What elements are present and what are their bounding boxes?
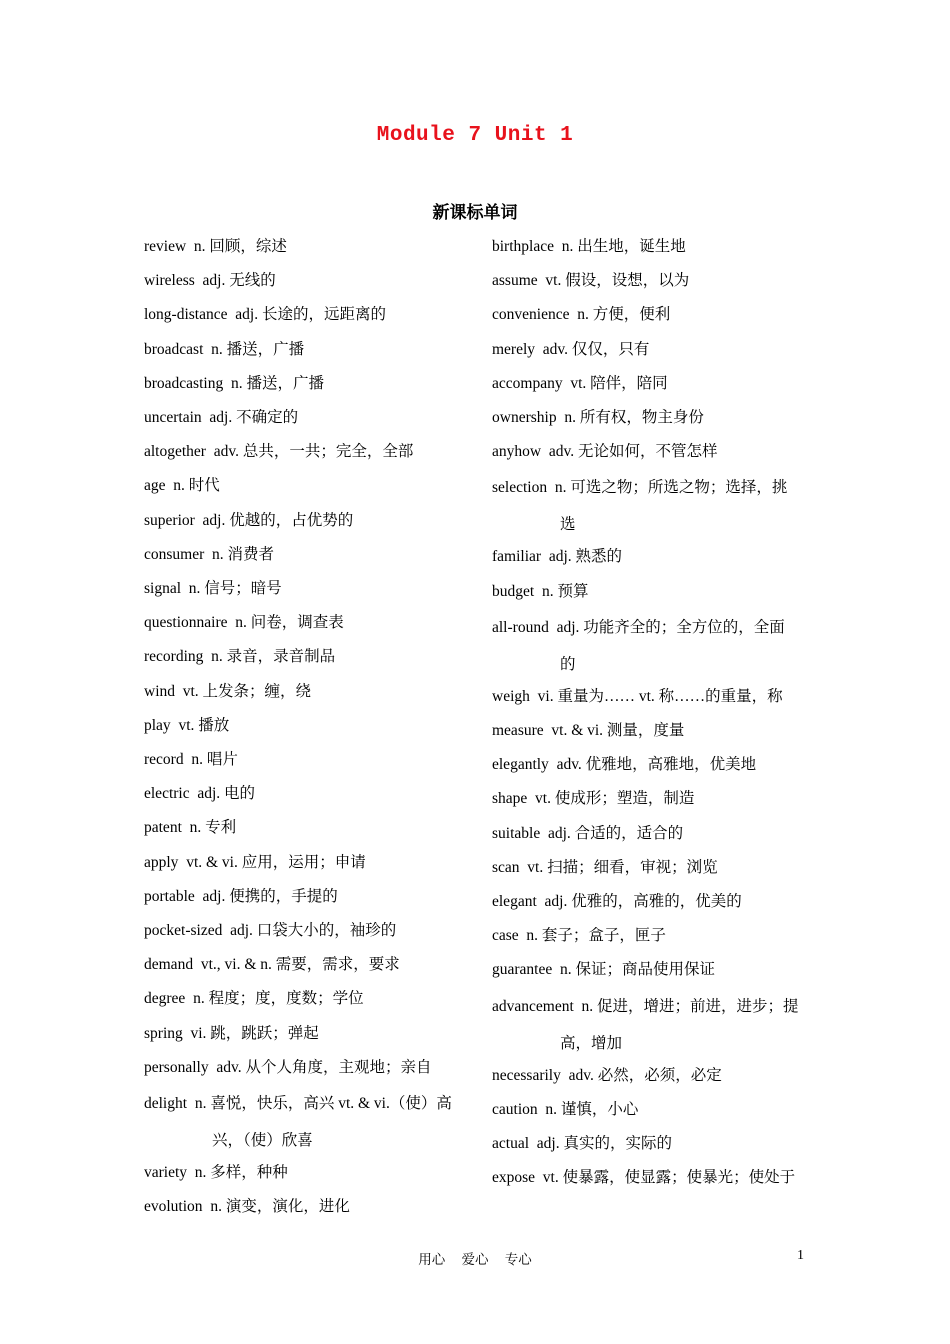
- vocab-entry: [144, 743, 464, 777]
- vocab-definition: n. 预算: [541, 582, 589, 600]
- vocab-entry: [492, 333, 810, 367]
- vocab-definition: adj. 不确定的: [209, 409, 299, 427]
- vocab-word: broadcast: [144, 340, 204, 358]
- vocab-word: budget: [492, 582, 535, 600]
- vocab-word: spring: [144, 1024, 183, 1042]
- vocab-definition-continued: 的: [560, 655, 576, 673]
- vocab-entry: [492, 540, 810, 574]
- vocab-definition: n. 谨慎，小心: [545, 1100, 639, 1118]
- vocab-word: scan: [492, 858, 520, 876]
- vocab-definition: n. 信号；暗号: [188, 580, 282, 598]
- vocab-word: play: [144, 716, 171, 734]
- vocab-entry: [492, 401, 810, 435]
- vocab-word: portable: [144, 887, 195, 905]
- vocab-word: questionnaire: [144, 614, 228, 632]
- vocab-entry: [492, 782, 810, 816]
- vocab-word: measure: [492, 722, 544, 740]
- vocab-definition-continued: 高，增加: [560, 1034, 623, 1052]
- vocab-entry: [492, 851, 810, 885]
- vocab-definition: adj. 长途的，远距离的: [235, 306, 386, 324]
- vocab-entry: [492, 575, 810, 609]
- vocab-entry: [144, 640, 464, 674]
- vocab-definition: n. 时代: [173, 477, 220, 495]
- vocab-word: assume: [492, 272, 538, 290]
- vocab-entry: [144, 504, 464, 538]
- vocab-definition: adv. 无论如何，不管怎样: [548, 443, 718, 461]
- vocab-entry: [492, 919, 810, 953]
- vocab-word: merely: [492, 340, 536, 358]
- vocab-word: pocket-sized: [144, 922, 223, 940]
- vocab-word: long-distance: [144, 306, 228, 324]
- vocab-definition: n. 程度；度，度数；学位: [193, 990, 364, 1008]
- vocab-definition: n. 促进，增进；前进，进步；提: [581, 997, 799, 1015]
- vocab-definition: vi. 跳，跳跃；弹起: [190, 1024, 319, 1042]
- vocab-definition: vt., vi. & n. 需要，需求，要求: [200, 956, 400, 974]
- vocab-entry: [492, 1093, 810, 1127]
- vocab-column-right: [492, 230, 810, 1195]
- vocab-entry: [144, 1051, 464, 1085]
- vocab-definition: vt. 上发条；缠，绕: [182, 682, 312, 700]
- vocab-definition: adj. 优越的，占优势的: [202, 511, 354, 529]
- vocab-definition: n. 问卷，调查表: [235, 614, 344, 632]
- vocab-entry: [492, 1161, 810, 1195]
- vocab-entry: [492, 748, 810, 782]
- vocab-entry: [492, 817, 810, 851]
- vocab-entry: [144, 367, 464, 401]
- vocab-definition: n. 保证；商品使用保证: [560, 961, 716, 979]
- vocab-word: broadcasting: [144, 374, 224, 392]
- vocab-definition: vt. 使成形；塑造，制造: [535, 790, 695, 808]
- vocab-entry: [144, 914, 464, 948]
- vocab-definition: n. 录音，录音制品: [211, 648, 336, 666]
- vocab-definition: n. 出生地，诞生地: [561, 238, 686, 255]
- section-heading: 新课标单词: [432, 203, 518, 223]
- vocab-definition: vt. 陪伴，陪同: [570, 374, 668, 392]
- vocab-entry: [492, 988, 810, 1062]
- vocab-word: record: [144, 751, 184, 769]
- vocab-entry: [144, 811, 464, 845]
- vocab-entry: [492, 435, 810, 469]
- vocab-definition: adj. 口袋大小的，袖珍的: [230, 922, 397, 940]
- vocab-word: selection: [492, 479, 548, 497]
- vocab-word: expose: [492, 1169, 536, 1187]
- vocab-word: review: [144, 238, 187, 255]
- footer-text-2: 爱心: [461, 1252, 489, 1268]
- vocab-definition: adv. 从个人角度，主观地；亲自: [216, 1058, 432, 1076]
- vocab-word: advancement: [492, 997, 574, 1015]
- page-number: 1: [797, 1248, 804, 1263]
- vocab-word: recording: [144, 648, 204, 666]
- vocab-definition: n. 所有权，物主身份: [564, 409, 704, 427]
- vocab-word: consumer: [144, 545, 205, 563]
- vocab-definition: n. 专利: [189, 819, 237, 837]
- vocab-definition: n. 套子；盒子，匣子: [526, 927, 666, 945]
- vocab-entry: [144, 1017, 464, 1051]
- vocab-word: elegant: [492, 893, 537, 911]
- vocab-word: shape: [492, 790, 528, 808]
- vocab-definition-continued: 选: [560, 516, 576, 534]
- vocab-definition: adv. 必然，必须，必定: [568, 1066, 722, 1084]
- vocab-definition: n. 方便，便利: [577, 306, 671, 324]
- vocab-entry: [144, 264, 464, 298]
- vocab-entry: [144, 1085, 464, 1159]
- vocab-definition: vt. 使暴露，使显露；使暴光；使处于: [542, 1169, 796, 1187]
- vocab-word: caution: [492, 1100, 538, 1118]
- vocab-definition: adv. 优雅地，高雅地，优美地: [556, 756, 757, 774]
- vocab-definition: n. 多样，种种: [194, 1164, 288, 1182]
- vocab-entry: [492, 298, 810, 332]
- vocab-entry: [144, 1190, 464, 1224]
- page-title: Module 7 Unit 1: [376, 124, 574, 147]
- vocab-entry: [144, 606, 464, 640]
- vocab-definition: adj. 合适的，适合的: [547, 824, 684, 842]
- vocab-entry: [144, 333, 464, 367]
- vocab-word: elegantly: [492, 756, 549, 774]
- vocab-definition: n. 播送，广播: [230, 374, 324, 392]
- vocab-word: wind: [144, 682, 175, 700]
- vocab-word: apply: [144, 853, 179, 871]
- vocab-entry: [492, 1127, 810, 1161]
- vocab-word: ownership: [492, 409, 557, 427]
- vocab-definition: vi. 重量为…… vt. 称……的重量，称: [537, 687, 783, 705]
- footer-text-1: 用心: [418, 1252, 446, 1268]
- vocab-definition: adv. 总共，一共；完全，全部: [213, 443, 414, 461]
- vocab-word: accompany: [492, 374, 563, 392]
- vocab-word: personally: [144, 1058, 209, 1076]
- vocab-entry: [144, 948, 464, 982]
- vocab-word: evolution: [144, 1198, 203, 1216]
- vocab-definition: n. 消费者: [212, 545, 275, 563]
- vocab-word: delight: [144, 1095, 188, 1113]
- vocab-entry: [144, 777, 464, 811]
- vocab-entry: [144, 880, 464, 914]
- vocab-definition: n. 喜悦，快乐，高兴 vt. & vi.（使）高: [194, 1095, 452, 1113]
- vocab-definition: adj. 无线的: [202, 272, 276, 290]
- vocab-definition: n. 播送，广播: [211, 340, 305, 358]
- vocab-word: signal: [144, 580, 182, 598]
- vocab-entry: [144, 572, 464, 606]
- vocab-definition: n. 演变，演化，进化: [210, 1198, 350, 1216]
- vocab-word: age: [144, 477, 166, 495]
- vocab-word: birthplace: [492, 238, 554, 255]
- vocab-entry: [144, 435, 464, 469]
- vocab-definition: n. 回顾，综述: [193, 238, 287, 255]
- vocab-definition: adj. 便携的，手提的: [202, 887, 338, 905]
- vocab-word: anyhow: [492, 443, 542, 461]
- vocab-column-left: [144, 230, 464, 1224]
- vocab-definition-continued: 兴，（使）欣喜: [212, 1132, 313, 1150]
- vocab-definition: adj. 电的: [197, 785, 256, 803]
- vocab-word: all-round: [492, 618, 549, 636]
- vocab-entry: [492, 609, 810, 683]
- vocab-entry: [144, 469, 464, 503]
- vocab-word: familiar: [492, 548, 542, 566]
- vocab-definition: adv. 仅仅，只有: [542, 340, 650, 358]
- vocab-entry: [144, 846, 464, 880]
- vocab-definition: n. 可选之物；所选之物；选择，挑: [554, 479, 788, 497]
- vocab-word: convenience: [492, 306, 570, 324]
- vocab-word: electric: [144, 785, 190, 803]
- vocab-definition: adj. 真实的，实际的: [536, 1135, 672, 1153]
- vocab-definition: adj. 功能齐全的；全方位的，全面: [556, 618, 785, 636]
- vocab-entry: [144, 1156, 464, 1190]
- vocab-entry: [144, 298, 464, 332]
- vocab-definition: vt. 假设，设想，以为: [545, 272, 690, 290]
- vocab-definition: adj. 优雅的，高雅的，优美的: [544, 893, 742, 911]
- vocab-word: case: [492, 927, 519, 945]
- vocab-entry: [492, 1059, 810, 1093]
- vocab-definition: vt. 播放: [178, 716, 230, 734]
- vocab-word: patent: [144, 819, 182, 837]
- vocab-word: superior: [144, 511, 195, 529]
- vocab-definition: vt. 扫描；细看，审视；浏览: [527, 858, 718, 876]
- footer-text-3: 专心: [504, 1252, 532, 1268]
- vocab-entry: [492, 714, 810, 748]
- vocab-entry: [144, 401, 464, 435]
- vocab-word: actual: [492, 1135, 530, 1153]
- vocab-word: degree: [144, 990, 186, 1008]
- vocab-definition: vt. & vi. 应用，运用；申请: [186, 853, 366, 871]
- vocab-word: suitable: [492, 824, 541, 842]
- vocab-entry: [492, 367, 810, 401]
- vocab-definition: adj. 熟悉的: [548, 548, 622, 566]
- vocab-word: weigh: [492, 687, 530, 705]
- vocab-definition: n. 唱片: [191, 751, 238, 769]
- vocab-entry: [492, 953, 810, 987]
- vocab-word: guarantee: [492, 961, 553, 979]
- vocab-entry: [144, 709, 464, 743]
- vocab-word: demand: [144, 956, 194, 974]
- vocab-entry: [144, 538, 464, 572]
- page-footer: [0, 1248, 950, 1268]
- vocab-entry: [492, 264, 810, 298]
- vocab-word: wireless: [144, 272, 195, 290]
- vocab-entry: [492, 680, 810, 714]
- vocab-entry: [144, 675, 464, 709]
- vocab-word: altogether: [144, 443, 206, 461]
- vocab-entry: [144, 982, 464, 1016]
- vocab-entry: [492, 469, 810, 543]
- vocab-word: uncertain: [144, 409, 202, 427]
- vocab-word: variety: [144, 1164, 188, 1182]
- vocab-entry: [144, 230, 464, 264]
- vocab-entry: [492, 230, 810, 264]
- vocab-definition: vt. & vi. 测量，度量: [551, 722, 685, 740]
- vocab-word: necessarily: [492, 1066, 561, 1084]
- vocab-entry: [492, 885, 810, 919]
